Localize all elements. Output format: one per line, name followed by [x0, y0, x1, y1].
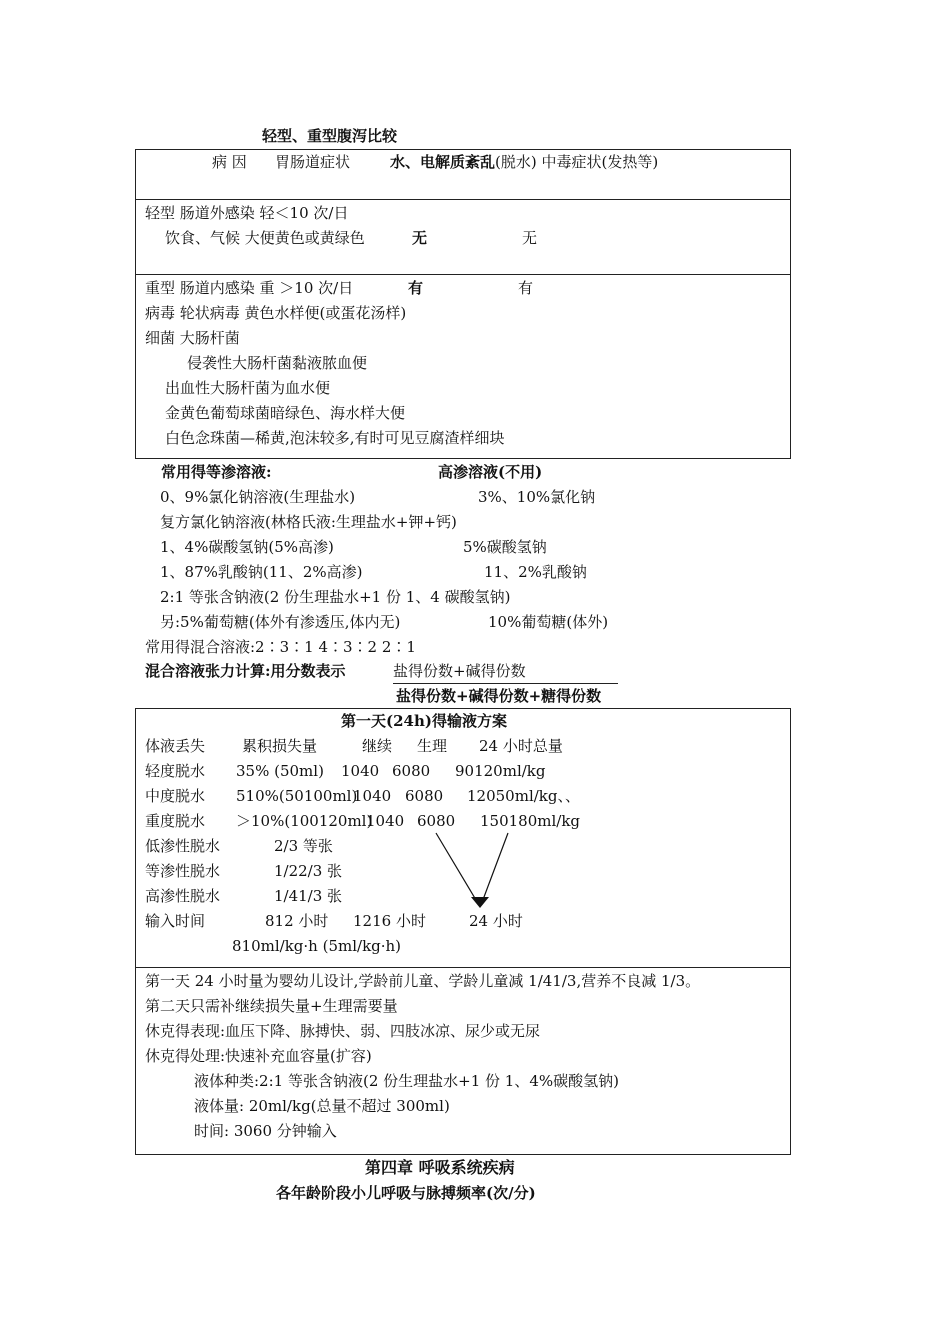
hypo-label: 低渗性脱水 [145, 837, 221, 855]
mild-cumulative: 35% (50ml) [236, 762, 324, 780]
moderate-total: 12050ml/kg、、 [467, 787, 580, 805]
moderate-continuing: 1040 [353, 787, 392, 805]
note-line: 第二天只需补继续损失量+生理需要量 [145, 997, 398, 1015]
note-line: 液体种类:2:1 等张含钠液(2 份生理盐水+1 份 1、4%碳酸氢钠) [194, 1072, 619, 1090]
severe-line5: 出血性大肠杆菌为血水便 [165, 379, 331, 397]
header-gi: 胃肠道症状 [275, 153, 351, 171]
severe-total: 150180ml/kg [480, 812, 581, 830]
solution-left: 1、87%乳酸钠(11、2%高渗) [160, 563, 363, 581]
mild-continuing: 1040 [341, 762, 380, 780]
day1-title: 第一天(24h)得输液方案 [341, 712, 507, 730]
infusion-rate: 810ml/kg·h (5ml/kg·h) [232, 937, 402, 955]
header-loss: 体液丢失 [145, 737, 206, 755]
mixed-solutions: 常用得混合溶液:2∶3∶1 4∶3∶2 2∶1 [145, 638, 416, 656]
comparison-title: 轻型、重型腹泻比较 [262, 127, 398, 145]
note-line: 第一天 24 小时量为婴幼儿设计,学龄前儿童、学龄儿童减 1/41/3,营养不良减 1/3。 [145, 972, 701, 990]
solution-right: 3%、10%氯化钠 [478, 488, 596, 506]
iso-title: 常用得等渗溶液: [161, 463, 272, 481]
header-continuing: 继续 [362, 737, 393, 755]
arrow-head [471, 897, 489, 908]
hyper-label: 高渗性脱水 [145, 887, 221, 905]
hyper-value: 1/41/3 张 [274, 887, 343, 905]
header-water-bold: 水、电解质紊乱 [390, 153, 496, 171]
severe-line2: 病毒 轮状病毒 黄色水样便(或蛋花汤样) [145, 304, 407, 322]
header-cause: 病 因 [212, 153, 247, 171]
moderate-physiological: 6080 [405, 787, 444, 805]
severe-physiological: 6080 [417, 812, 456, 830]
mild-line1: 轻型 肠道外感染 轻＜10 次/日 [145, 204, 349, 222]
fraction-numerator: 盐得份数+碱得份数 [393, 662, 526, 680]
arrow-line [481, 833, 508, 905]
time-total: 24 小时 [469, 912, 523, 930]
header-cumulative: 累积损失量 [242, 737, 318, 755]
arrow-line [436, 833, 479, 905]
severe-line6: 金黄色葡萄球菌暗绿色、海水样大便 [165, 404, 406, 422]
time-first: 812 小时 [265, 912, 329, 930]
header-total: 24 小时总量 [479, 737, 563, 755]
tension-label: 混合溶液张力计算:用分数表示 [145, 662, 346, 680]
severe-label: 重度脱水 [145, 812, 206, 830]
header-water-rest: (脱水) 中毒症状(发热等) [495, 153, 659, 171]
solution-left: 0、9%氯化钠溶液(生理盐水) [160, 488, 356, 506]
mild-dehydration: 无 [412, 229, 428, 247]
severe-line7: 白色念珠菌—稀黄,泡沫较多,有时可见豆腐渣样细块 [165, 429, 505, 447]
note-line: 液体量: 20ml/kg(总量不超过 300ml) [194, 1097, 450, 1115]
chapter-title: 第四章 呼吸系统疾病 [365, 1158, 515, 1177]
moderate-label: 中度脱水 [145, 787, 206, 805]
severe-cumulative: ＞10%(100120ml) [236, 812, 373, 830]
header-physiological: 生理 [417, 737, 448, 755]
solution-left: 复方氯化钠溶液(林格氏液:生理盐水+钾+钙) [160, 513, 457, 531]
solution-left: 另:5%葡萄糖(体外有渗透压,体内无) [160, 613, 401, 631]
moderate-cumulative: 510%(50100ml) [236, 787, 358, 805]
time-label: 输入时间 [145, 912, 206, 930]
severe-line1: 重型 肠道内感染 重 ＞10 次/日 [145, 279, 354, 297]
chapter-subtitle: 各年龄阶段小儿呼吸与脉搏频率(次/分) [276, 1184, 536, 1202]
mild-physiological: 6080 [392, 762, 431, 780]
note-line: 休克得处理:快速补充血容量(扩容) [145, 1047, 372, 1065]
hyper-title: 高渗溶液(不用) [438, 463, 543, 481]
severe-line4: 侵袭性大肠杆菌黏液脓血便 [187, 354, 368, 372]
solution-right: 10%葡萄糖(体外) [488, 613, 609, 631]
severe-dehydration: 有 [408, 279, 424, 297]
mild-total: 90120ml/kg [455, 762, 546, 780]
solution-left: 2:1 等张含钠液(2 份生理盐水+1 份 1、4 碳酸氢钠) [160, 588, 511, 606]
mild-line2: 饮食、气候 大便黄色或黄绿色 [165, 229, 365, 247]
mild-toxicity: 无 [522, 229, 538, 247]
severe-toxicity: 有 [518, 279, 534, 297]
severe-line3: 细菌 大肠杆菌 [145, 329, 240, 347]
mild-label: 轻度脱水 [145, 762, 206, 780]
fraction-denominator: 盐得份数+碱得份数+糖得份数 [396, 687, 602, 705]
solution-right: 5%碳酸氢钠 [463, 538, 547, 556]
iso-value: 1/22/3 张 [274, 862, 343, 880]
severe-continuing: 1040 [366, 812, 405, 830]
solution-left: 1、4%碳酸氢钠(5%高渗) [160, 538, 334, 556]
note-line: 休克得表现:血压下降、脉搏快、弱、四肢冰凉、尿少或无尿 [145, 1022, 541, 1040]
time-second: 1216 小时 [353, 912, 426, 930]
solution-right: 11、2%乳酸钠 [484, 563, 587, 581]
iso-label: 等渗性脱水 [145, 862, 221, 880]
hypo-value: 2/3 等张 [274, 837, 333, 855]
note-line: 时间: 3060 分钟输入 [194, 1122, 337, 1140]
